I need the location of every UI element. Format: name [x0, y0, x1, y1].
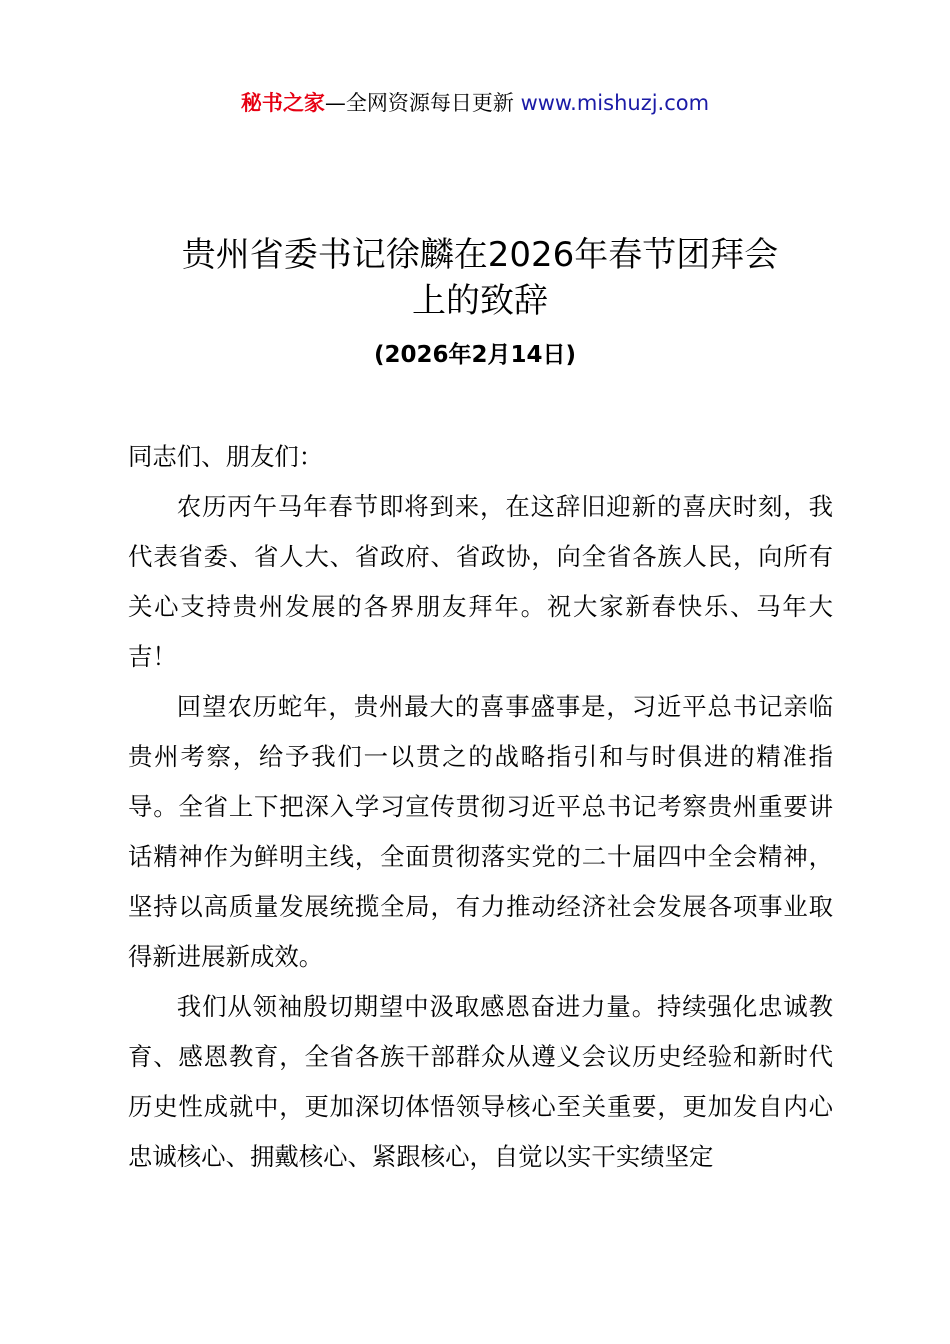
title-line-2: 上的致辞	[412, 281, 548, 321]
paragraph: 回望农历蛇年，贵州最大的喜事盛事是，习近平总书记亲临贵州考察，给予我们一以贯之的战略指引和与时俱进的精准指导。全省上下把深入学习宣传贯彻习近平总书记考察贵州重要讲话精神作为鲜明主线，全面贯彻落实党的二十届四中全会精神，坚持以高质量发展统揽全局，有力推动经济社会发展各项事业取得新进展新成效。	[128, 692, 833, 971]
document-title	[130, 232, 830, 324]
title-line-1: 贵州省委书记徐麟在2026年春节团拜会	[181, 235, 779, 275]
document-body	[128, 432, 833, 1182]
site-url-link[interactable]: www.mishuzj.com	[520, 91, 710, 115]
paragraph: 我们从领袖殷切期望中汲取感恩奋进力量。持续强化忠诚教育、感恩教育，全省各族干部群众从遵义会议历史经验和新时代历史性成就中，更加深切体悟领导核心至关重要，更加发自内心忠诚核心、拥戴核心、紧跟核心，自觉以实干实绩坚定	[128, 992, 833, 1171]
document-date: (2026年2月14日)	[373, 342, 577, 368]
paragraph: 农历丙午马年春节即将到来，在这辞旧迎新的喜庆时刻，我代表省委、省人大、省政府、省政协，向全省各族人民，向所有关心支持贵州发展的各界朋友拜年。祝大家新春快乐、马年大吉！	[128, 492, 833, 671]
site-header	[0, 88, 950, 118]
brand-name: 秘书之家	[240, 91, 325, 115]
header-tagline: —全网资源每日更新	[324, 91, 514, 115]
salutation: 同志们、朋友们：	[128, 442, 324, 471]
